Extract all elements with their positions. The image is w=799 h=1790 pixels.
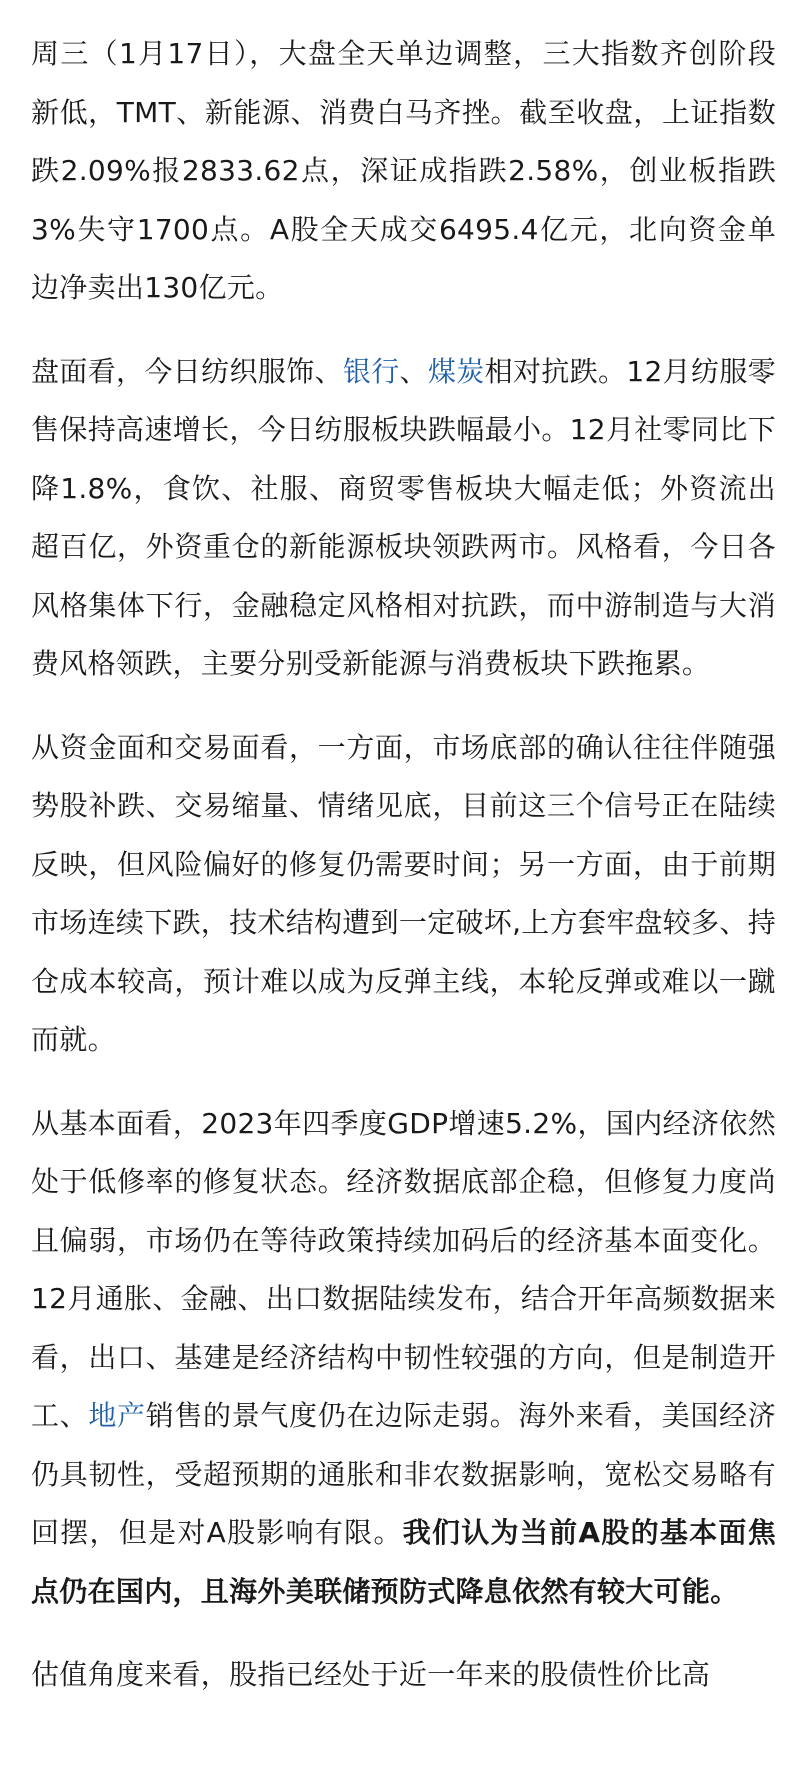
paragraph-sector-performance (31, 343, 776, 694)
paragraph-fundamentals (31, 1095, 776, 1622)
paragraph-text: 周三（1月17日），大盘全天单边调整，三大指数齐创阶段新低，TMT、新能源、消费白马齐挫。截至收盘，上证指数跌2.09%报2833.62点，深证成指跌2.58%，创业板指跌3%失守1700点。A股全天成交6495.4亿元，北向资金单边净卖出130亿元。 (31, 37, 776, 304)
paragraph-capital-trading (31, 719, 776, 1070)
paragraph-text: 盘面看，今日纺织服饰、 (31, 354, 343, 388)
paragraph-text: 估值角度来看，股指已经处于近一年来的股债性价比高 (31, 1658, 711, 1691)
paragraph-text: 从基本面看，2023年四季度GDP增速5.2%，国内经济依然处于低修率的修复状态。经济数据底部企稳，但修复力度尚且偏弱，市场仍在等待政策持续加码后的经济基本面变化。12月通胀、金融、出口数据陆续发布，结合开年高频数据来看，出口、基建是经济结构中韧性较强的方向，但是制造开工、 (31, 1106, 776, 1432)
paragraph-bold-conclusion: 我们认为当前A股的基本面焦点仍在国内，且海外美联储预防式降息依然有较大可能。 (31, 1516, 776, 1608)
paragraph-valuation (31, 1646, 776, 1705)
paragraph-text: 从资金面和交易面看，一方面，市场底部的确认往往伴随强势股补跌、交易缩量、情绪见底，目前这三个信号正在陆续反映，但风险偏好的修复仍需要时间；另一方面，由于前期市场连续下跌，技术结构遭到一定破坏,上方套牢盘较多、持仓成本较高，预计难以成为反弹主线，本轮反弹或难以一蹴而就。 (31, 730, 777, 1056)
paragraph-text: 销售的景气度仍在边际走弱。海外来看，美国经济仍具韧性，受超预期的通胀和非农数据影响，宽松交易略有回摆，但是对A股影响有限。 (31, 1399, 776, 1549)
paragraph-text: 相对抗跌。12月纺服零售保持高速增长，今日纺服板块跌幅最小。12月社零同比下降1.8%，食饮、社服、商贸零售板块大幅走低；外资流出超百亿，外资重仓的新能源板块领跌两市。风格看，今日各风格集体下行，金融稳定风格相对抗跌，而中游制造与大消费风格领跌，主要分别受新能源与消费板块下跌拖累。 (31, 354, 776, 680)
article-body (31, 25, 776, 1730)
paragraph-market-close (31, 25, 776, 318)
paragraph-text: 、 (399, 354, 428, 388)
stock-link-real-estate[interactable]: 地产 (88, 1399, 146, 1432)
stock-link-coal[interactable]: 煤炭 (427, 354, 485, 388)
stock-link-bank[interactable]: 银行 (342, 354, 400, 388)
